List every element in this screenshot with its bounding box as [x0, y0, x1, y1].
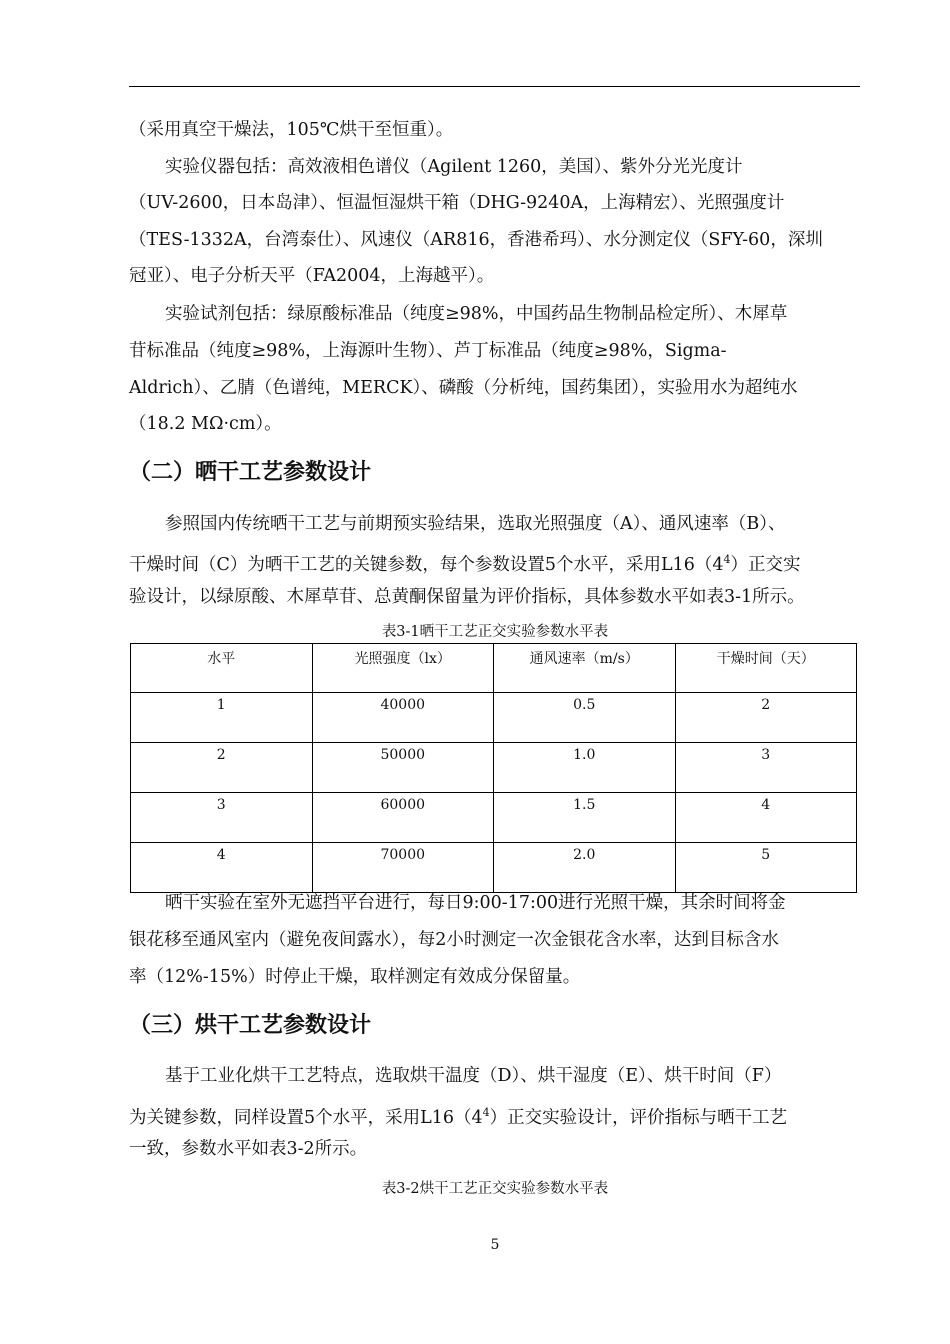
table-cell: 2 [131, 743, 313, 793]
text-line: 苷标准品（纯度≥98%，上海源叶生物）、芦丁标准品（纯度≥98%，Sigma- [129, 341, 727, 361]
superscript: 4 [723, 553, 731, 566]
text-line: 实验仪器包括：高效液相色谱仪（Agilent 1260，美国）、紫外分光光度计 [165, 157, 743, 177]
table-row [131, 693, 857, 743]
text-fragment: ）正交实 [730, 554, 801, 575]
table-cell: 1.0 [494, 743, 676, 793]
table-cell: 40000 [312, 693, 494, 743]
text-fragment: 为关键参数，同样设置5个水平，采用L16（4 [129, 1107, 483, 1128]
page-number: 5 [490, 1237, 500, 1253]
text-line: 银花移至通风室内（避免夜间露水），每2小时测定一次金银花含水率，达到目标含水 [129, 930, 779, 950]
table-cell: 3 [675, 743, 857, 793]
text-line: 验设计，以绿原酸、木犀草苷、总黄酮保留量为评价指标，具体参数水平如表3-1所示。 [129, 587, 805, 607]
table-cell: 2.0 [494, 843, 676, 893]
column-header: 光照强度（lx） [312, 644, 494, 693]
text-line: 参照国内传统晒干工艺与前期预实验结果，选取光照强度（A）、通风速率（B）、 [165, 514, 786, 534]
section-heading: （三）烘干工艺参数设计 [129, 1013, 372, 1038]
text-line: 晒干实验在室外无遮挡平台进行，每日9:00-17:00进行光照干燥，其余时间将金 [165, 893, 786, 913]
table-cell: 2 [675, 693, 857, 743]
table-cell: 3 [131, 793, 313, 843]
text-line: Aldrich）、乙腈（色谱纯，MERCK）、磷酸（分析纯，国药集团），实验用水为超纯水 [129, 378, 798, 398]
table-cell: 50000 [312, 743, 494, 793]
parameter-table [130, 643, 857, 893]
text-line: 一致，参数水平如表3-2所示。 [129, 1139, 368, 1159]
table-row [131, 743, 857, 793]
table-cell: 4 [131, 843, 313, 893]
text-fragment: 干燥时间（C）为晒干工艺的关键参数，每个参数设置5个水平，采用L16（4 [129, 554, 724, 575]
table-cell: 1 [131, 693, 313, 743]
text-line: （18.2 MΩ·cm）。 [129, 414, 282, 434]
text-line: 基于工业化烘干工艺特点，选取烘干温度（D）、烘干湿度（E）、烘干时间（F） [165, 1066, 782, 1086]
table-cell: 60000 [312, 793, 494, 843]
table-caption: 表3-2烘干工艺正交实验参数水平表 [381, 1181, 609, 1197]
table-cell: 0.5 [494, 693, 676, 743]
superscript: 4 [482, 1106, 490, 1119]
table-cell: 4 [675, 793, 857, 843]
header-rule [129, 86, 860, 87]
text-line: 冠亚）、电子分析天平（FA2004，上海越平）。 [129, 266, 495, 286]
section-heading: （二）晒干工艺参数设计 [129, 460, 372, 485]
column-header: 干燥时间（天） [675, 644, 857, 693]
text-line [129, 548, 869, 577]
column-header: 通风速率（m/s） [494, 644, 676, 693]
table-row [131, 793, 857, 843]
text-line: 实验试剂包括：绿原酸标准品（纯度≥98%，中国药品生物制品检定所）、木犀草 [165, 304, 788, 324]
table-cell: 1.5 [494, 793, 676, 843]
text-line [129, 1101, 869, 1130]
table-caption: 表3-1晒干工艺正交实验参数水平表 [381, 624, 609, 640]
text-line: （TES-1332A，台湾泰仕）、风速仪（AR816，香港希玛）、水分测定仪（SFY-60，深圳 [129, 230, 823, 250]
table-cell: 5 [675, 843, 857, 893]
text-line: （采用真空干燥法，105℃烘干至恒重）。 [129, 120, 454, 140]
text-fragment: ）正交实验设计，评价指标与晒干工艺 [489, 1107, 788, 1128]
table-cell: 70000 [312, 843, 494, 893]
text-line: 率（12%-15%）时停止干燥，取样测定有效成分保留量。 [129, 967, 581, 987]
table-row [131, 843, 857, 893]
table-header-row [131, 644, 857, 693]
text-line: （UV-2600，日本岛津）、恒温恒湿烘干箱（DHG-9240A，上海精宏）、光照强度计 [129, 193, 785, 213]
column-header: 水平 [131, 644, 313, 693]
